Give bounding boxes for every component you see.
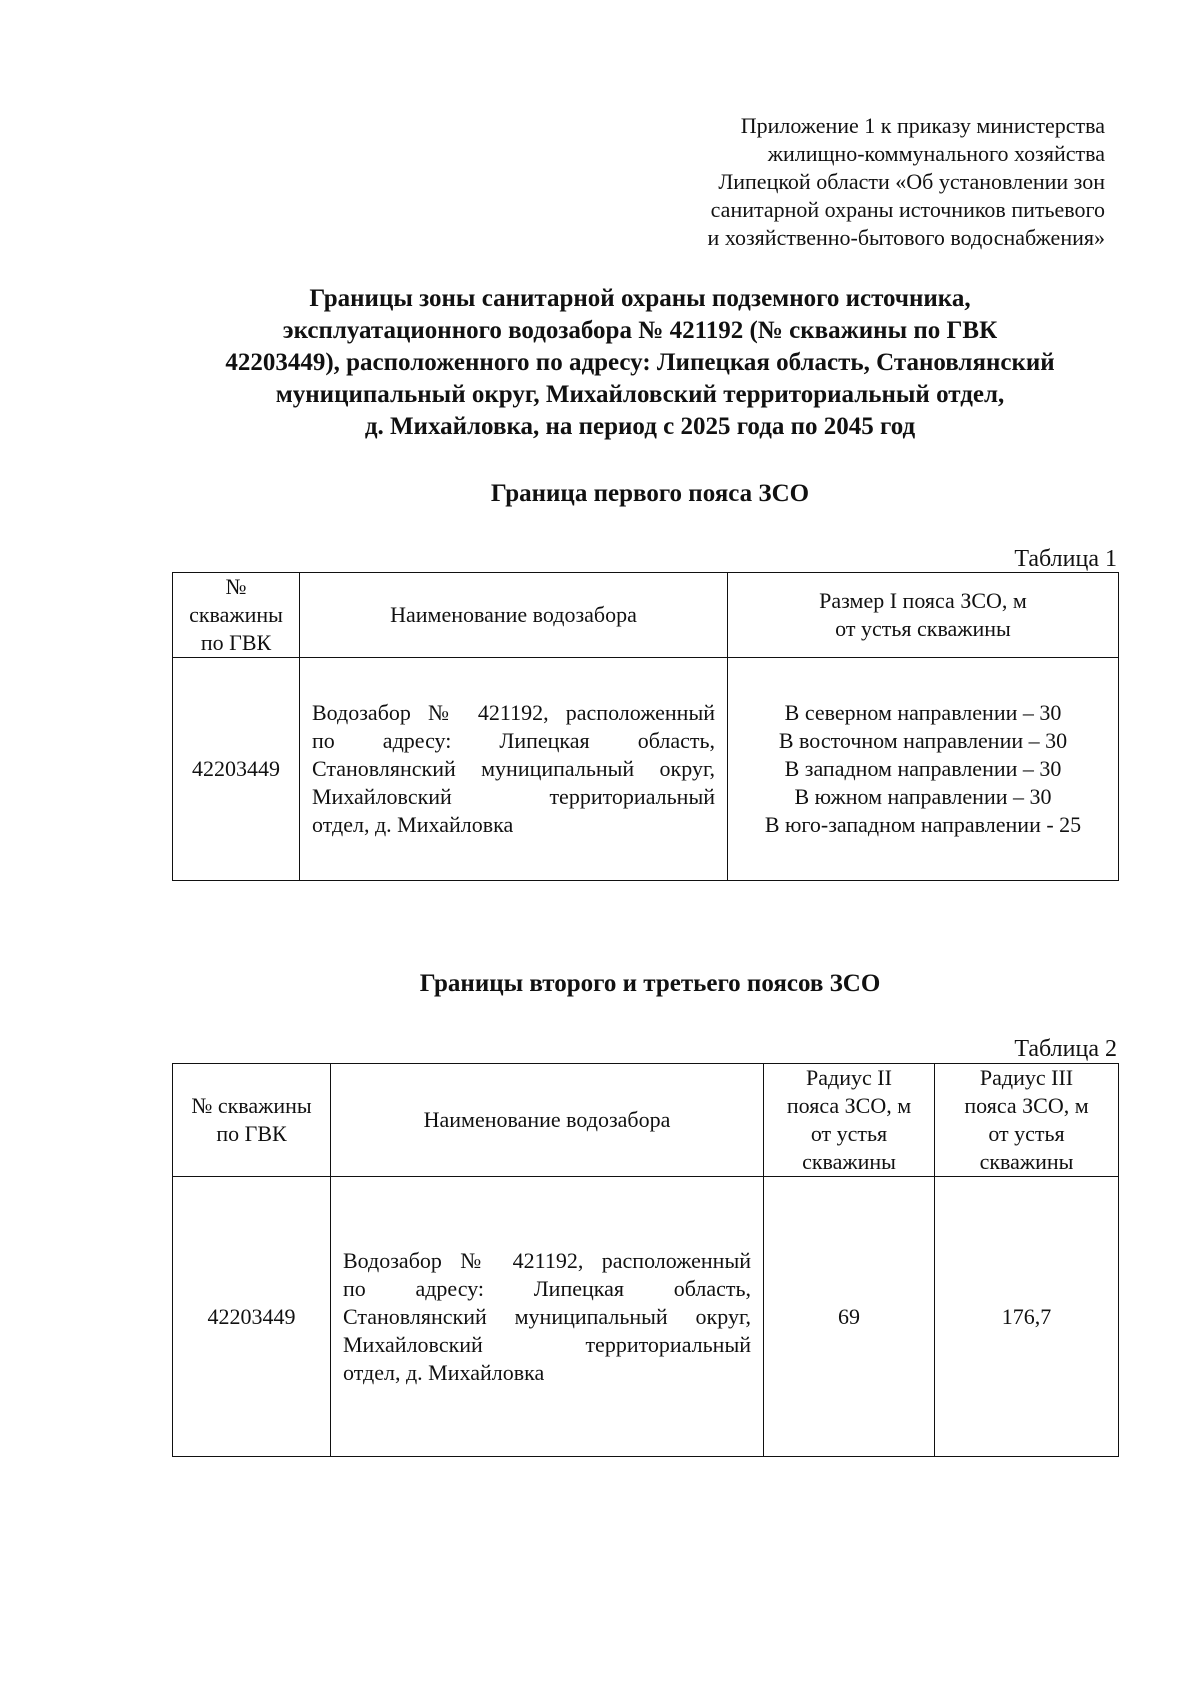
cell-text: Становлянский муниципальный округ, <box>312 756 715 781</box>
header-text: пояса ЗСО, м <box>964 1093 1089 1118</box>
title-line: муниципальный округ, Михайловский территориальный отдел, <box>275 381 1005 408</box>
header-text: Радиус II <box>806 1065 892 1090</box>
table2-well-cell: 42203449 <box>173 1177 331 1457</box>
table2-name-cell <box>331 1177 764 1457</box>
cell-text: по адресу: Липецкая область, <box>343 1275 751 1301</box>
header-text: Размер I пояса ЗСО, м <box>819 588 1027 613</box>
title-line: 42203449), расположенного по адресу: Липецкая область, Становлянский <box>225 349 1055 376</box>
title-line: Границы зоны санитарной охраны подземного источника, <box>309 285 971 312</box>
cell-text: Михайловский территориальный <box>312 784 715 809</box>
table2 <box>172 1063 1119 1457</box>
header-text: скважины <box>979 1149 1074 1174</box>
table1-name-cell <box>300 658 728 881</box>
table2-header-row <box>173 1064 1119 1177</box>
table2-header-well <box>173 1064 331 1177</box>
table2-header-name: Наименование водозабора <box>331 1064 764 1177</box>
cell-text: В юго-западном направлении - 25 <box>764 812 1082 837</box>
cell-text: В восточном направлении – 30 <box>778 728 1068 753</box>
cell-text: Михайловский территориальный <box>343 1331 751 1357</box>
appendix-line: Приложение 1 к приказу министерства <box>740 113 1105 138</box>
header-text: скважины <box>189 602 283 627</box>
table1-header-name: Наименование водозабора <box>300 573 728 658</box>
header-text: по ГВК <box>216 1121 287 1146</box>
table1-header-row <box>173 573 1119 658</box>
title-line: эксплуатационного водозабора № 421192 (№ скважины по ГВК <box>282 317 998 344</box>
table-row <box>173 1177 1119 1457</box>
table2-header-radius3 <box>935 1064 1119 1177</box>
cell-text: В северном направлении – 30 <box>784 700 1062 725</box>
header-text: по ГВК <box>200 630 272 655</box>
header-text: скважины <box>802 1149 896 1174</box>
title-line: д. Михайловка, на период с 2025 года по 2045 год <box>364 413 916 440</box>
header-text: пояса ЗСО, м <box>786 1093 912 1118</box>
table1-label: Таблица 1 <box>1014 546 1117 572</box>
cell-text: Водозабор № 421192, расположенный <box>343 1247 751 1273</box>
header-text: от устья <box>988 1121 1065 1146</box>
cell-text: В западном направлении – 30 <box>784 756 1062 781</box>
header-text: № скважины <box>191 1093 312 1118</box>
table2-label: Таблица 2 <box>1014 1036 1117 1062</box>
table1-header-well <box>173 573 300 658</box>
header-text: от устья <box>810 1121 888 1146</box>
header-text: № <box>225 574 247 599</box>
section1-title: Граница первого пояса ЗСО <box>490 480 810 507</box>
header-text: Радиус III <box>979 1065 1074 1090</box>
table1-well-cell: 42203449 <box>173 658 300 881</box>
table2-radius3-cell: 176,7 <box>935 1177 1119 1457</box>
section2-title: Границы второго и третьего поясов ЗСО <box>419 970 881 997</box>
table1 <box>172 572 1119 881</box>
appendix-note <box>585 112 1105 252</box>
appendix-line: Липецкой области «Об установлении зон <box>718 169 1105 194</box>
cell-text: отдел, д. Михайловка <box>312 812 514 837</box>
cell-text: В южном направлении – 30 <box>794 784 1052 809</box>
table2-radius2-cell: 69 <box>764 1177 935 1457</box>
table1-size-cell <box>728 658 1119 881</box>
cell-text: по адресу: Липецкая область, <box>312 728 715 753</box>
appendix-line: и хозяйственно-бытового водоснабжения» <box>707 225 1105 250</box>
document-title <box>150 283 1130 443</box>
appendix-line: жилищно-коммунального хозяйства <box>767 141 1105 166</box>
table1-header-size <box>728 573 1119 658</box>
cell-text: отдел, д. Михайловка <box>343 1359 545 1385</box>
cell-text: Становлянский муниципальный округ, <box>343 1303 751 1329</box>
table-row <box>173 658 1119 881</box>
appendix-line: санитарной охраны источников питьевого <box>710 197 1105 222</box>
cell-text: Водозабор № 421192, расположенный <box>312 700 715 725</box>
header-text: от устья скважины <box>835 616 1011 641</box>
table2-header-radius2 <box>764 1064 935 1177</box>
